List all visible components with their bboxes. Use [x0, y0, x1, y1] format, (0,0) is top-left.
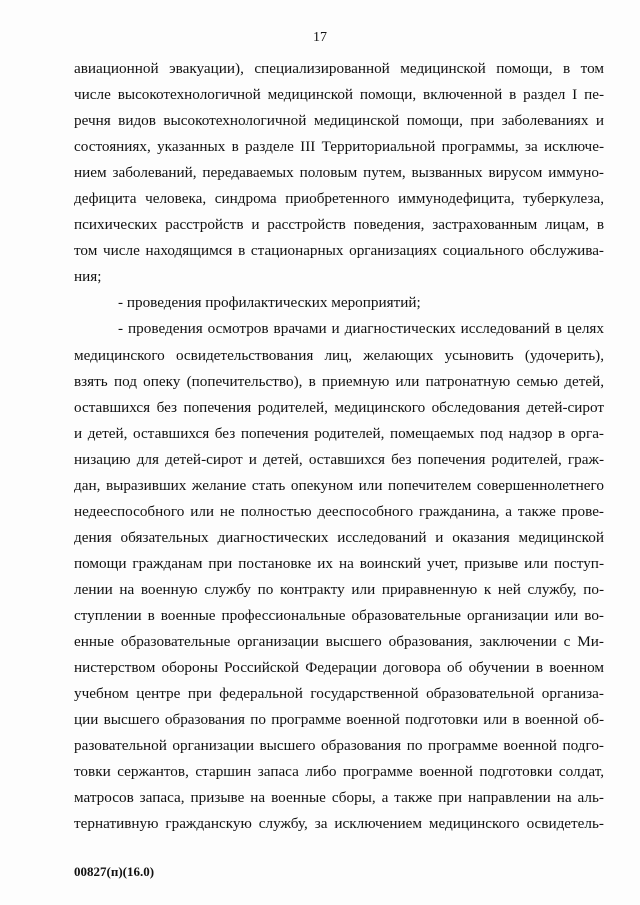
- text-line: тернативную гражданскую службу, за исключением медицинского освидетель-: [74, 815, 604, 833]
- text-line: взять под опеку (попечительство), в приемную или патронатную семью детей,: [74, 372, 604, 390]
- text-line: состояниях, указанных в разделе III Территориальной программы, за исключе-: [74, 138, 604, 156]
- text-line: нистерством обороны Российской Федерации договора об обучении в военном: [74, 659, 604, 677]
- list-item-text: - проведения профилактических мероприятий;: [118, 294, 421, 312]
- text-line: и детей, оставшихся без попечения родителей, помещаемых под надзор в орга-: [74, 424, 604, 442]
- list-item-text: - проведения осмотров врачами и диагностических исследований в целях: [118, 320, 604, 338]
- text-line: дения обязательных диагностических исследований и оказания медицинской: [74, 528, 604, 546]
- text-line: помощи гражданам при постановке их на воинский учет, призыве или поступ-: [74, 554, 604, 572]
- text-line: матросов запаса, призыве на военные сборы, а также при направлении на аль-: [74, 789, 604, 807]
- text-line: ции высшего образования по программе военной подготовки или в военной об-: [74, 711, 604, 729]
- text-line: медицинского освидетельствования лиц, желающих усыновить (удочерить),: [74, 346, 604, 364]
- text-line: речня видов высокотехнологичной медицинской помощи, при заболеваниях и: [74, 112, 604, 130]
- text-line: оставшихся без попечения родителей, медицинского обследования детей-сирот: [74, 398, 604, 416]
- text-line: том числе находящимся в стационарных организациях социального обслужива-: [74, 242, 604, 260]
- text-line: ступлении в военные профессиональные образовательные организации или во-: [74, 606, 604, 624]
- text-line: психических расстройств и расстройств поведения, застрахованным лицам, в: [74, 216, 604, 234]
- text-line: ния;: [74, 268, 102, 286]
- page-number: 17: [313, 30, 327, 45]
- text-line: дефицита человека, синдрома приобретенного иммунодефицита, туберкулеза,: [74, 190, 604, 208]
- text-line: енные образовательные организации высшего образования, заключении с Ми-: [74, 633, 604, 651]
- text-line: дан, выразивших желание стать опекуном или попечителем совершеннолетнего: [74, 476, 604, 494]
- text-line: лении на военную службу по контракту или приравненную к ней службу, по-: [74, 580, 604, 598]
- text-line: товки сержантов, старшин запаса либо программе военной подготовки солдат,: [74, 763, 604, 781]
- text-line: низацию для детей-сирот и детей, оставшихся без попечения родителей, граж-: [74, 450, 604, 468]
- text-line: нием заболеваний, передаваемых половым путем, вызванных вирусом иммуно-: [74, 164, 604, 182]
- text-line: учебном центре при федеральной государственной образовательной организа-: [74, 685, 604, 703]
- text-line: авиационной эвакуации), специализированной медицинской помощи, в том: [74, 60, 604, 77]
- document-code: 00827(п)(16.0): [74, 864, 155, 879]
- text-line: числе высокотехнологичной медицинской помощи, включенной в раздел I пе-: [74, 86, 604, 104]
- body-text: [74, 56, 604, 837]
- text-line: разовательной организации высшего образования по программе военной подго-: [74, 737, 604, 755]
- text-line: недееспособного или не полностью дееспособного гражданина, а также прове-: [74, 502, 604, 520]
